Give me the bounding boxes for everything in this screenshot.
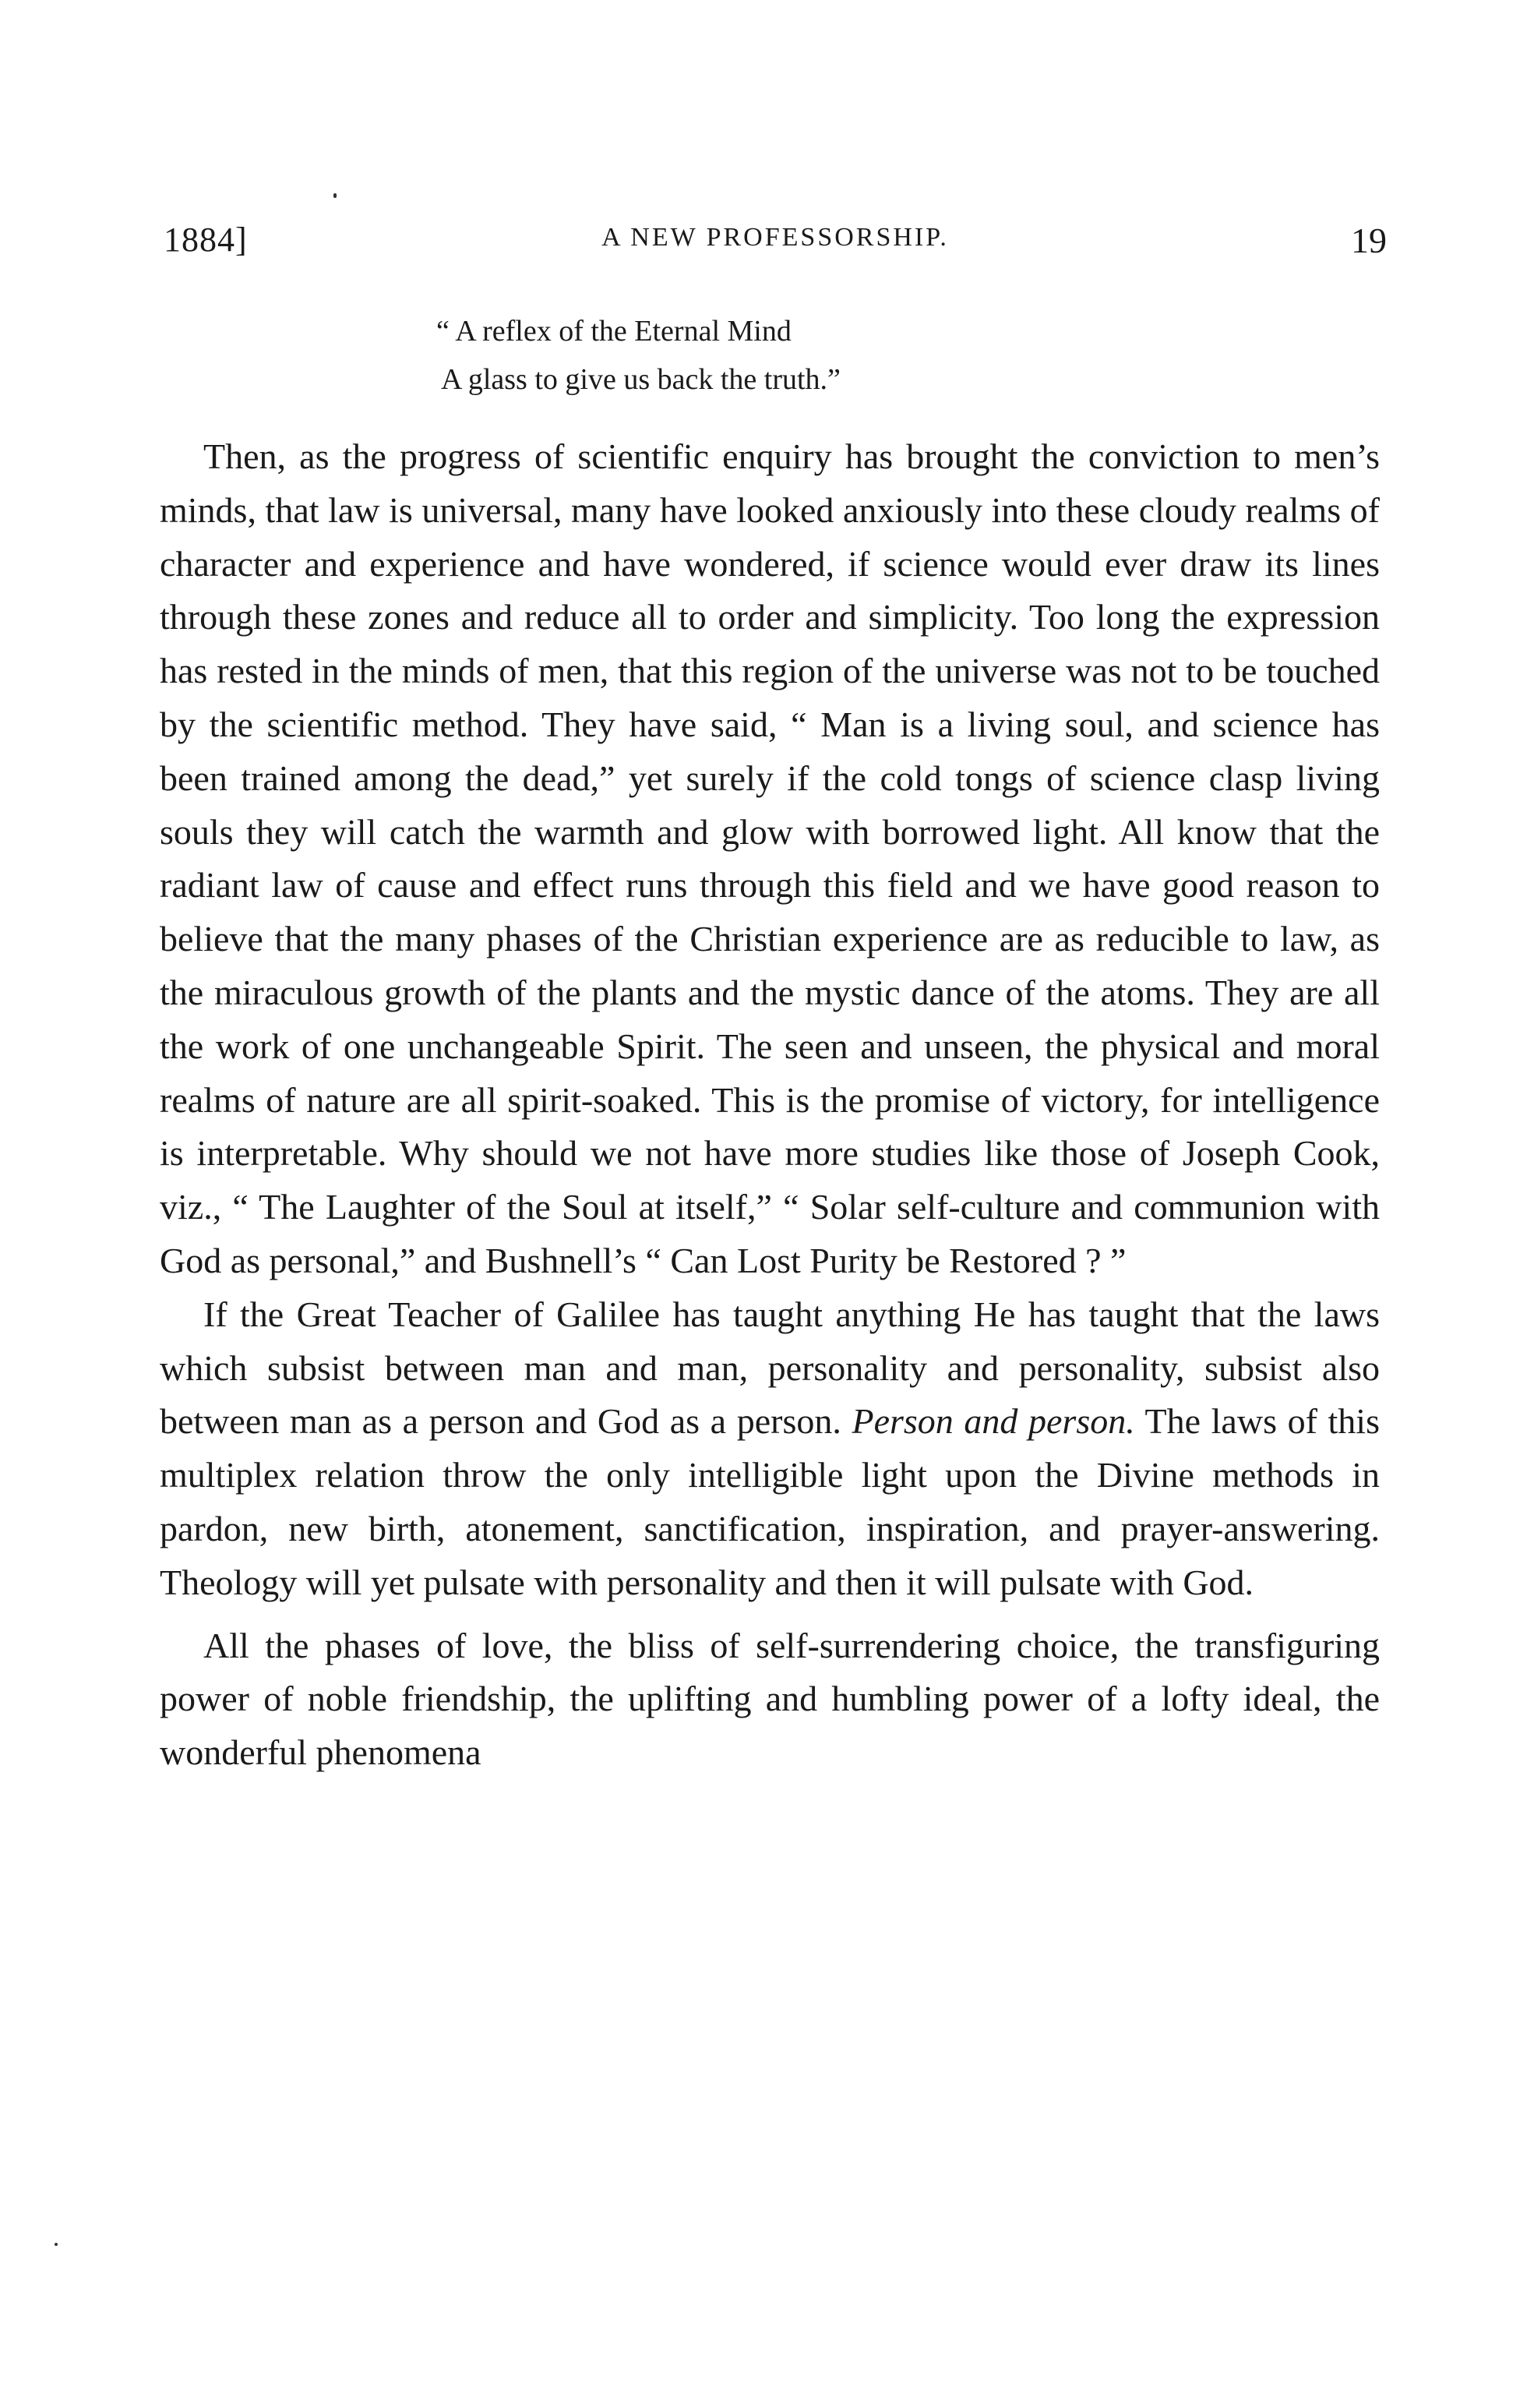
quote-line-1: “ A reflex of the Eternal Mind: [436, 315, 792, 348]
print-speck: [55, 2243, 58, 2246]
paragraph-3: All the phases of love, the bliss of self-surrendering choice, the transfiguring power of noble friendship, the uplifting and humbling power of a lofty ideal, the wonderful phenomena: [160, 1625, 1380, 1773]
quote-line-2: A glass to give us back the truth.”: [441, 363, 841, 396]
paragraph-2-text-end: The laws of this multiplex relation throw the only intelligible light upon the Divine methods in pardon, new birth, atonement, sanctification, inspiration, and prayer-answering. Theology will yet pulsate with personality and then it will pulsate with God.: [160, 1401, 1380, 1602]
body-text: [160, 430, 1380, 1780]
paragraph-2: [160, 1288, 1380, 1610]
verse-quote: [436, 307, 841, 404]
paragraph-2-text-start: If the Great Teacher of Galilee has taught anything He has taught that the laws which subsist between man and man, personality and personality, subsist also between man as a person and God as a person.: [160, 1294, 1380, 1442]
print-speck: [333, 193, 337, 198]
page-number: 19: [1351, 221, 1387, 260]
paragraph-2-italic: Person and person.: [852, 1401, 1135, 1442]
paragraph-1: Then, as the progress of scientific enquiry has brought the conviction to men’s minds, that law is universal, many have looked anxiously into these cloudy realms of character and experience and have wondered, if science would ever draw its lines through these zones and reduce all to order and simplicity. Too long the expression has rested in the minds of men, that this region of the universe was not to be touched by the scientific method. They have said, “ Man is a living soul, and science has been trained among the dead,” yet surely if the cold tongs of science clasp living souls they will catch the warmth and glow with borrowed light. All know that the radiant law of cause and effect runs through this field and we have good reason to believe that the many phases of the Christian experience are as reducible to law, as the miraculous growth of the plants and the mystic dance of the atoms. They are all the work of one unchangeable Spirit. The seen and unseen, the physical and moral realms of nature are all spirit-soaked. This is the promise of victory, for intelligence is interpretable. Why should we not have more studies like those of Joseph Cook, viz., “ The Laughter of the Soul at itself,” “ Solar self-culture and communion with God as personal,” and Bushnell’s “ Can Lost Purity be Restored ? ”: [160, 436, 1380, 1280]
header-title: A NEW PROFESSORSHIP.: [601, 223, 949, 252]
running-header: [164, 220, 1387, 267]
header-year: 1884]: [164, 221, 248, 259]
